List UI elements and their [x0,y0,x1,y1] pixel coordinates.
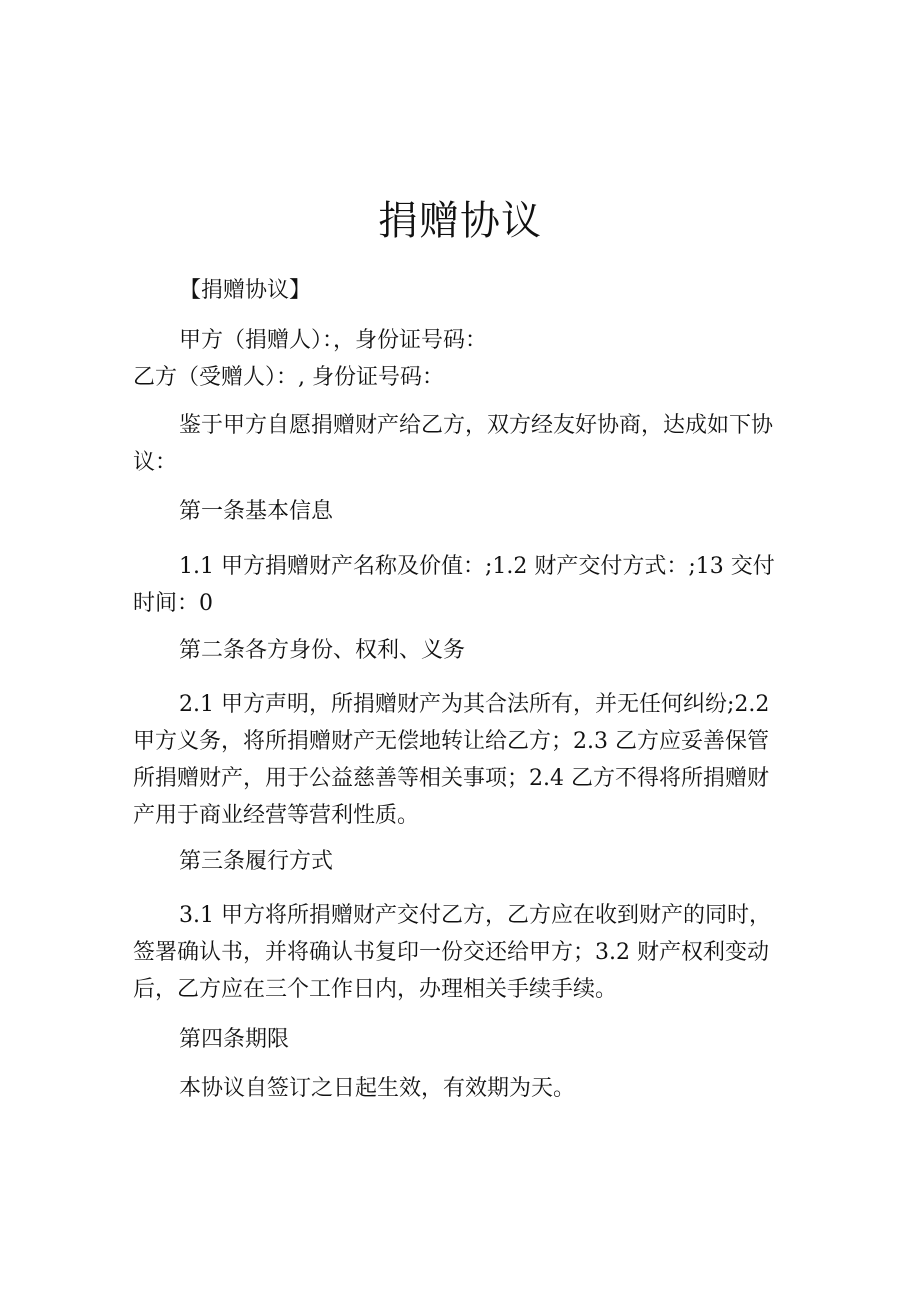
party-a-line: 甲方（捐赠人）：，身份证号码： [179,328,488,353]
document-subtitle: 【捐赠协议】 [179,278,312,303]
article-1-body: 1.1 甲方捐赠财产名称及价值：;1.2 财产交付方式：;13 交付时间：0 [133,554,775,616]
article-2-heading: 第二条各方身份、权利、义务 [179,638,466,663]
article-2-body: 2.1 甲方声明，所捐赠财产为其合法所有，并无任何纠纷;2.2 甲方义务，将所捐赠财产无偿地转让给乙方；2.3 乙方应妥善保管所捐赠财产，用于公益慈善等相关事项；2.4 乙方不得将所捐赠财产用于商业经营等营利性质。 [133,692,770,828]
article-1-heading: 第一条基本信息 [179,499,334,524]
preamble-paragraph: 鉴于甲方自愿捐赠财产给乙方，双方经友好协商，达成如下协议： [133,413,774,475]
document-title: 捐赠协议 [378,198,542,244]
article-3-heading: 第三条履行方式 [179,849,334,874]
article-4-body: 本协议自签订之日起生效，有效期为天。 [179,1076,576,1101]
article-4-heading: 第四条期限 [179,1027,290,1052]
party-b-line: 乙方（受赠人）：, 身份证号码： [133,365,444,390]
article-3-body: 3.1 甲方将所捐赠财产交付乙方，乙方应在收到财产的同时，签署确认书，并将确认书复印一份交还给甲方；3.2 财产权利变动后，乙方应在三个工作日内，办理相关手续手续。 [133,903,771,1002]
